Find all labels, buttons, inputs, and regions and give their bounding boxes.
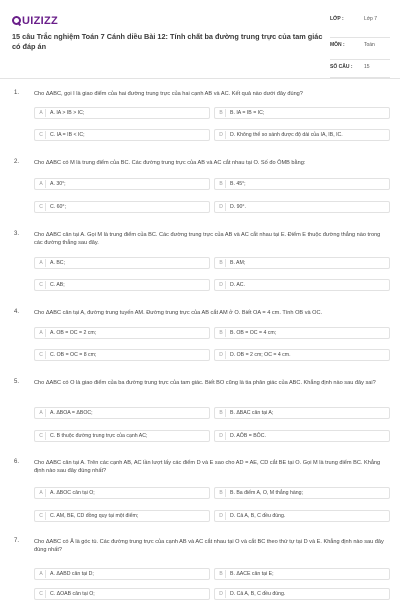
option-a[interactable] [34, 568, 210, 580]
question-number: 4. [14, 309, 20, 315]
option-d[interactable] [214, 201, 390, 213]
option-text: B. OB = OC = 4 cm; [230, 330, 277, 336]
option-text: D. Không thể so sánh được độ dài của IA, IB, IC. [230, 132, 343, 138]
option-c[interactable] [34, 201, 210, 213]
logo-q-icon [12, 16, 21, 25]
option-text: B. ΔBAC cân tại A; [230, 410, 274, 416]
option-text: A. OB = OC = 2 cm; [50, 330, 97, 336]
option-text: A. ΔBOC cân tại O; [50, 490, 95, 496]
option-letter: C [37, 203, 46, 211]
option-letter: B [217, 489, 226, 497]
option-letter: C [37, 131, 46, 139]
meta-panel [330, 14, 390, 78]
option-letter: D [217, 351, 226, 359]
option-b[interactable] [214, 178, 390, 190]
option-letter: A [37, 489, 46, 497]
option-c[interactable] [34, 129, 210, 141]
option-text: C. OB = OC = 8 cm; [50, 352, 97, 358]
question-text: Cho ΔABC có Â là góc tù. Các đường trung trực của cạnh AB và AC cắt nhau tại O và cắt BC theo thứ tự tại D và E. Khẳng định nào sau đây đúng nhất? [34, 539, 384, 553]
option-a[interactable] [34, 257, 210, 269]
option-text: C. ΔOAB cân tại O; [50, 591, 95, 597]
option-text: D. Cả A, B, C đều đúng. [230, 591, 286, 597]
question-number: 5. [14, 379, 20, 385]
question-text: Cho ΔABC cân tại A. Trên các cạnh AB, AC lần lượt lấy các điểm D và E sao cho AD = AE, CD cắt BE tại O. Gọi M là trung điểm BC. Khẳng định nào sau đây đúng nhất? [34, 460, 381, 474]
option-c[interactable] [34, 279, 210, 291]
option-a[interactable] [34, 327, 210, 339]
option-letter: D [217, 131, 226, 139]
option-letter: B [217, 180, 226, 188]
option-text: D. AÔB = BÔC. [230, 433, 266, 439]
meta-row-count [330, 62, 390, 78]
option-d[interactable] [214, 588, 390, 600]
option-letter: D [217, 432, 226, 440]
question-number: 7. [14, 538, 20, 544]
option-text: B. IA = IB = IC; [230, 110, 265, 116]
meta-label: SỐ CÂU : [330, 64, 353, 70]
option-text: B. Ba điểm A, O, M thẳng hàng; [230, 490, 303, 496]
option-d[interactable] [214, 349, 390, 361]
option-b[interactable] [214, 487, 390, 499]
option-d[interactable] [214, 129, 390, 141]
meta-value: 15 [364, 64, 370, 70]
option-text: C. AB; [50, 282, 65, 288]
logo-text: UIZIZZ [22, 15, 59, 27]
option-c[interactable] [34, 430, 210, 442]
option-text: B. 45°; [230, 181, 246, 187]
option-letter: B [217, 409, 226, 417]
option-b[interactable] [214, 568, 390, 580]
option-c[interactable] [34, 588, 210, 600]
question-number: 1. [14, 90, 20, 96]
option-text: D. OB = 2 cm; OC = 4 cm. [230, 352, 291, 358]
option-letter: B [217, 109, 226, 117]
option-a[interactable] [34, 178, 210, 190]
option-letter: C [37, 512, 46, 520]
option-text: A. ΔABD cân tại D; [50, 571, 94, 577]
option-a[interactable] [34, 407, 210, 419]
document-header [0, 0, 400, 79]
option-letter: A [37, 180, 46, 188]
option-text: A. IA > IB > IC; [50, 110, 85, 116]
option-letter: D [217, 281, 226, 289]
option-letter: A [37, 259, 46, 267]
option-c[interactable] [34, 510, 210, 522]
option-text: A. BC; [50, 260, 65, 266]
option-letter: A [37, 570, 46, 578]
meta-row-subject [330, 40, 390, 60]
option-text: D. Cả A, B, C đều đúng. [230, 513, 286, 519]
question-text: Cho ΔABC có M là trung điểm của BC. Các đường trung trực của AB và AC cắt nhau tại O. Số đo ÔMB bằng: [34, 160, 306, 166]
option-text: D. AC. [230, 282, 245, 288]
question-text: Cho ΔABC cân tại A, đường trung tuyến AM. Đường trung trực của AB cắt AM ở O. Biết OA = 4 cm. Tính OB và OC. [34, 310, 323, 316]
option-letter: B [217, 329, 226, 337]
meta-label: MÔN : [330, 42, 345, 48]
option-text: C. IA = IB < IC; [50, 132, 85, 138]
option-letter: C [37, 281, 46, 289]
meta-row-class [330, 14, 390, 38]
option-d[interactable] [214, 510, 390, 522]
option-letter: B [217, 570, 226, 578]
option-letter: A [37, 409, 46, 417]
option-text: C. 60°; [50, 204, 66, 210]
option-b[interactable] [214, 407, 390, 419]
question-number: 2. [14, 159, 20, 165]
option-b[interactable] [214, 107, 390, 119]
question-number: 6. [14, 459, 20, 465]
meta-label: LỚP : [330, 16, 344, 22]
quizizz-logo [12, 15, 58, 27]
option-letter: C [37, 432, 46, 440]
question-text: Cho ΔABC có O là giao điểm của ba đường trung trực của tam giác. Biết BO cũng là tia phân giác của ABC. Khẳng định nào sau đây sai? [34, 380, 376, 386]
option-a[interactable] [34, 107, 210, 119]
option-letter: D [217, 203, 226, 211]
meta-value: Lớp 7 [364, 16, 378, 22]
document-title: 15 câu Trắc nghiệm Toán 7 Cánh diều Bài 12: Tính chất ba đường trung trực của tam giác có đáp án [12, 32, 323, 51]
option-text: B. ΔACE cân tại E; [230, 571, 274, 577]
option-letter: D [217, 590, 226, 598]
option-text: C. B thuộc đường trung trực của cạnh AC; [50, 433, 148, 439]
option-letter: B [217, 259, 226, 267]
option-b[interactable] [214, 327, 390, 339]
meta-value: Toán [364, 42, 375, 48]
option-letter: C [37, 351, 46, 359]
option-text: D. 90°. [230, 204, 246, 210]
question-number: 3. [14, 231, 20, 237]
option-d[interactable] [214, 279, 390, 291]
option-text: C. AM, BE, CD đồng quy tại một điểm; [50, 513, 139, 519]
option-letter: A [37, 109, 46, 117]
question-text: Cho ΔABC cân tại A. Gọi M là trung điểm của BC. Các đường trung trực của AB và AC cắt nhau tại E. Điểm E thuộc đường thẳng nào trong các đường thẳng sau đây. [34, 232, 381, 246]
option-b[interactable] [214, 257, 390, 269]
option-d[interactable] [214, 430, 390, 442]
option-letter: D [217, 512, 226, 520]
option-text: A. ΔBOA = ΔBOC; [50, 410, 93, 416]
option-text: B. AM; [230, 260, 246, 266]
option-a[interactable] [34, 487, 210, 499]
option-text: A. 30°; [50, 181, 66, 187]
option-c[interactable] [34, 349, 210, 361]
option-letter: C [37, 590, 46, 598]
question-text: Cho ΔABC, gọi I là giao điểm của hai đường trung trực của hai cạnh AB và AC. Kết quả nào dưới đây đúng? [34, 91, 303, 97]
option-letter: A [37, 329, 46, 337]
